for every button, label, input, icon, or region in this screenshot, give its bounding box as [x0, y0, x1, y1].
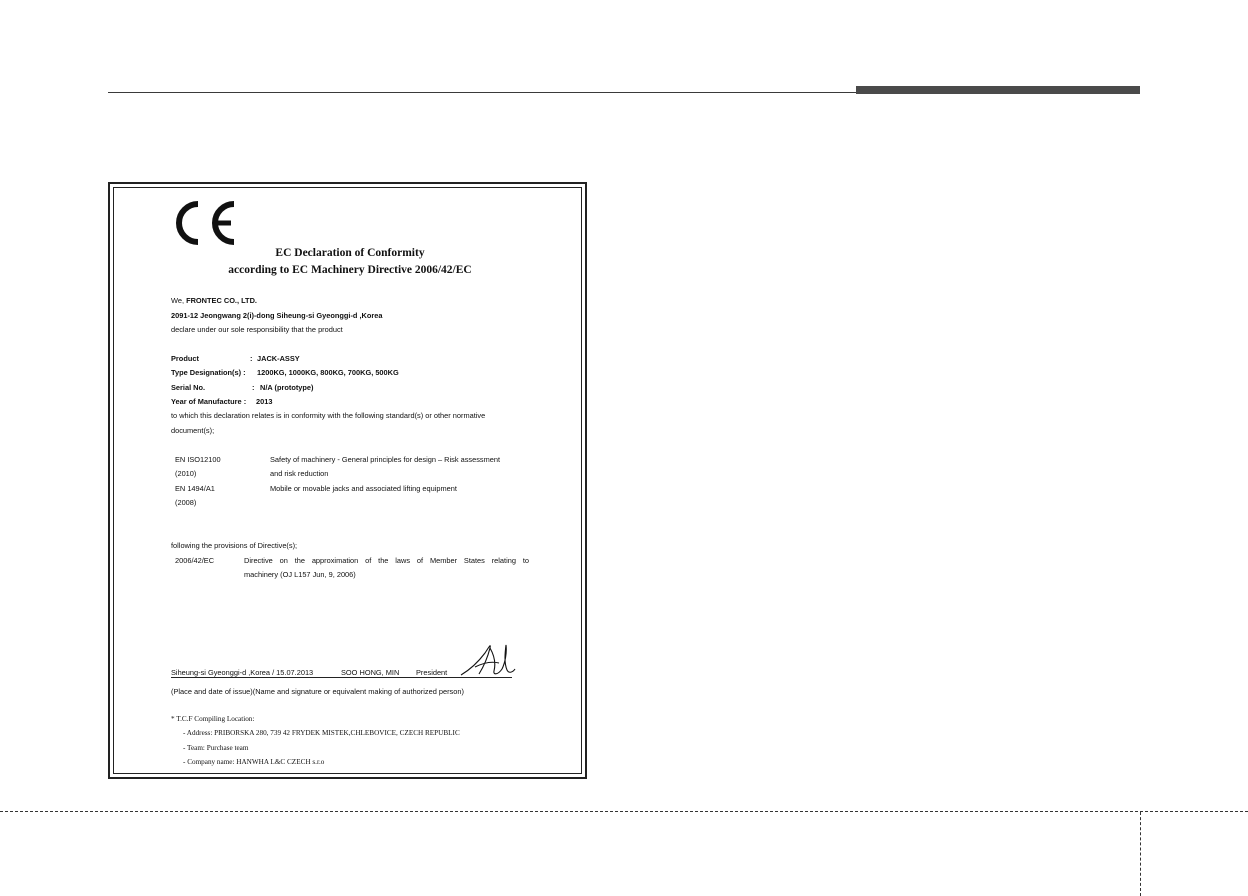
directive-description-cont: machinery (OJ L157 Jun, 9, 2006) — [244, 570, 356, 579]
right-dashed-border — [1140, 812, 1141, 896]
directive-description: Directive on the approximation of the laws of Member States relating to — [244, 556, 529, 565]
standard-year: (2008) — [175, 498, 197, 507]
provisions-intro: following the provisions of Directive(s); — [171, 541, 298, 550]
bottom-dashed-border — [0, 811, 1248, 812]
tcf-address: - Address: PRIBORSKA 280, 739 42 FRYDEK MISTEK,CHLEBOVICE, CZECH REPUBLIC — [183, 729, 460, 737]
signature-caption: (Place and date of issue)(Name and signature or equivalent making of authorized person) — [171, 687, 464, 696]
standard-code: EN 1494/A1 — [175, 484, 215, 493]
conformity-line-1: to which this declaration relates is in conformity with the following standard(s) or other normative — [171, 411, 486, 420]
certificate-frame — [108, 182, 587, 779]
standard-code: EN ISO12100 — [175, 455, 221, 464]
standard-description: Mobile or movable jacks and associated lifting equipment — [270, 484, 457, 493]
declaration-subtitle: according to EC Machinery Directive 2006/42/EC — [228, 264, 472, 276]
standard-description: Safety of machinery - General principles for design – Risk assessment — [270, 455, 501, 464]
field-value-serial: N/A (prototype) — [260, 383, 314, 392]
tcf-team: - Team: Purchase team — [183, 744, 249, 752]
field-value-year: 2013 — [256, 397, 273, 406]
header-rule — [108, 92, 858, 93]
signatory-name: SOO HONG, MIN — [341, 668, 400, 677]
company-line — [171, 296, 257, 305]
tcf-company: - Company name: HANWHA L&C CZECH s.r.o — [183, 758, 325, 766]
declaration-title: EC Declaration of Conformity — [275, 247, 425, 259]
certificate-inner-border — [113, 187, 582, 774]
signature-place-date: Siheung-si Gyeonggi-d ,Korea / 15.07.2013 — [171, 668, 314, 677]
declare-line: declare under our sole responsibility that the product — [171, 325, 343, 334]
handwritten-signature — [457, 639, 517, 681]
field-label-product: Product — [171, 354, 199, 363]
header-bar — [856, 86, 1140, 94]
field-value-type: 1200KG, 1000KG, 800KG, 700KG, 500KG — [257, 368, 399, 377]
we-prefix: We, — [171, 296, 185, 305]
company-address: 2091-12 Jeongwang 2(i)-dong Siheung-si Gyeonggi-d ,Korea — [171, 311, 383, 320]
signatory-title: President — [416, 668, 448, 677]
field-value-product: JACK-ASSY — [257, 354, 300, 363]
field-sep-serial: : — [252, 383, 255, 392]
company-name: FRONTEC CO., LTD. — [186, 296, 257, 305]
field-label-serial: Serial No. — [171, 383, 206, 392]
directive-code: 2006/42/EC — [175, 556, 215, 565]
ce-mark-logo — [171, 198, 241, 248]
field-label-year: Year of Manufacture : — [171, 397, 247, 406]
conformity-line-2: document(s); — [171, 426, 215, 435]
standard-description-cont: and risk reduction — [270, 469, 329, 478]
tcf-heading: * T.C.F Compiling Location: — [171, 715, 255, 723]
field-label-type: Type Designation(s) : — [171, 368, 246, 377]
field-sep-product: : — [250, 354, 253, 363]
standard-year: (2010) — [175, 469, 197, 478]
